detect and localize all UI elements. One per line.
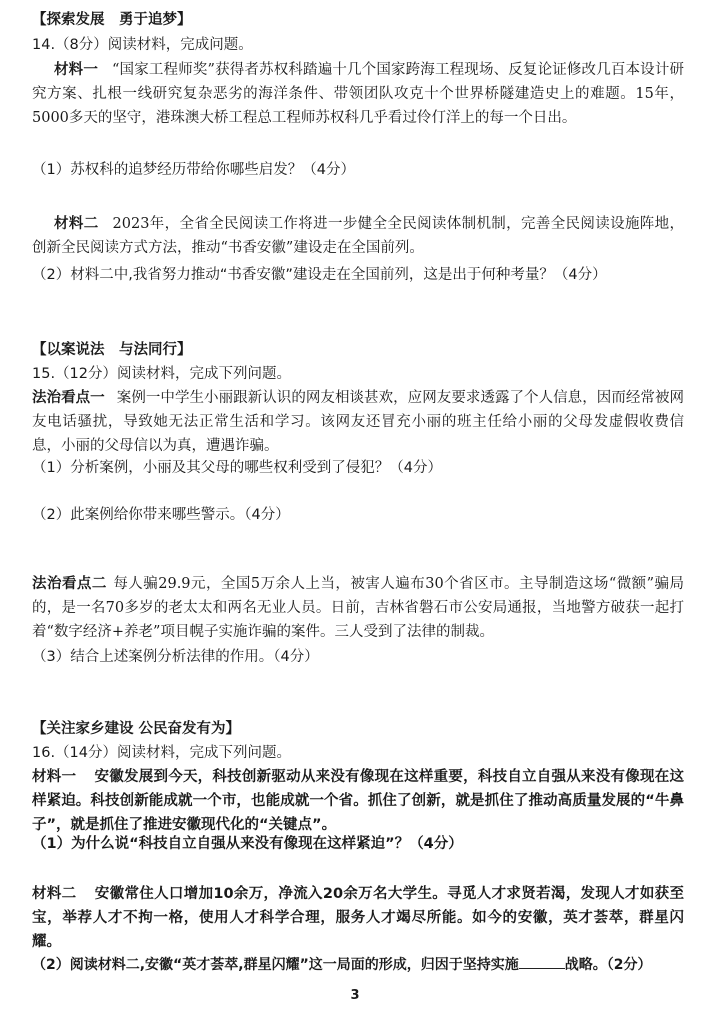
section-title-explore: 【探索发展 勇于追梦】 — [32, 12, 192, 28]
case-text: 每人骗29.9元，全国5万余人上当，被害人遍布30个省区市。主导制造这场“微额”骗局的，是一名70多岁的老太太和两名无业人员。日前，吉林省磐石市公安局通报，当地警方破获一起打着“数字经济+养老”项目幌子实施诈骗的案件。三人受到了法律的制裁。 — [32, 576, 684, 640]
section-title-law: 【以案说法 与法同行】 — [32, 342, 192, 358]
material-text: 2023年，全省全民阅读工作将进一步健全全民阅读体制机制，完善全民阅读设施阵地，创新全民阅读方式方法，推动“书香安徽”建设走在全国前列。 — [32, 216, 684, 256]
question-15-sub-3: （3）结合上述案例分析法律的作用。（4分） — [32, 649, 319, 665]
material-text: 安徽发展到今天，科技创新驱动从来没有像现在这样重要，科技自立自强从来没有像现在这样紧迫。科技创新能成就一个市，也能成就一个省。抓住了创新，就是抓住了推动高质量发展的“牛鼻子”，就是抓住了推进安徽现代化的“关键点”。 — [32, 769, 684, 833]
question-15-head: 15.（12分）阅读材料，完成下列问题。 — [32, 366, 292, 382]
section-title-hometown: 【关注家乡建设 公民奋发有为】 — [32, 721, 241, 737]
page-number: 3 — [350, 988, 360, 1003]
question-15-sub-1: （1）分析案例，小丽及其父母的哪些权利受到了侵犯？（4分） — [32, 460, 442, 476]
question-15-sub-2: （2）此案例给你带来哪些警示。（4分） — [32, 507, 290, 523]
question-text: （2）阅读材料二,安徽“英才荟萃,群星闪耀”这一局面的形成，归因于坚持实施 — [32, 957, 519, 973]
case-text: 案例一中学生小丽跟新认识的网友相谈甚欢，应网友要求透露了个人信息，因而经常被网友电话骚扰，导致她无法正常生活和学习。该网友还冒充小丽的班主任给小丽的父母发虚假收费信息，小丽的父母信以为真，遭遇诈骗。 — [32, 390, 685, 454]
material-label: 材料一 — [32, 769, 77, 785]
question-14-material-1 — [32, 58, 684, 130]
material-text: 安徽常住人口增加10余万，净流入20余万名大学生。寻觅人才求贤若渴，发现人才如获至宝，举荐人才不拘一格，使用人才科学合理，服务人才竭尽所能。如今的安徽，英才荟萃，群星闪耀。 — [32, 886, 685, 950]
question-14-sub-2: （2）材料二中,我省努力推动“书香安徽”建设走在全国前列，这是出于何种考量？（4分） — [32, 267, 607, 283]
question-15-case-1 — [32, 386, 684, 458]
material-label: 材料二 — [54, 216, 99, 232]
question-text-end: 战略。（2分） — [564, 957, 652, 973]
case-label: 法治看点一 — [32, 390, 105, 406]
question-14-sub-1: （1）苏权科的追梦经历带给你哪些启发？（4分） — [32, 162, 355, 178]
material-label: 材料一 — [54, 62, 98, 78]
question-16-head: 16.（14分）阅读材料，完成下列问题。 — [32, 745, 292, 761]
question-16-material-1 — [32, 765, 684, 837]
case-label: 法治看点二 — [32, 576, 107, 592]
question-14-head: 14.（8分）阅读材料，完成问题。 — [32, 37, 253, 53]
material-text: “国家工程师奖”获得者苏权科踏遍十几个国家跨海工程现场、反复论证修改几百本设计研究方案、扎根一线研究复杂恶劣的海洋条件、带领团队攻克十个世界桥隧建造史上的难题。15年，5000多天的坚守，港珠澳大桥工程总工程师苏权科几乎看过伶仃洋上的每一个日出。 — [32, 62, 685, 126]
material-label: 材料二 — [32, 886, 77, 902]
question-16-sub-2 — [32, 953, 684, 977]
question-14-material-2 — [32, 212, 684, 260]
question-16-sub-1: （1）为什么说“科技自立自强从来没有像现在这样紧迫”？（4分） — [32, 836, 463, 852]
answer-blank[interactable] — [519, 954, 565, 969]
question-16-material-2 — [32, 882, 684, 954]
question-15-case-2 — [32, 572, 684, 644]
